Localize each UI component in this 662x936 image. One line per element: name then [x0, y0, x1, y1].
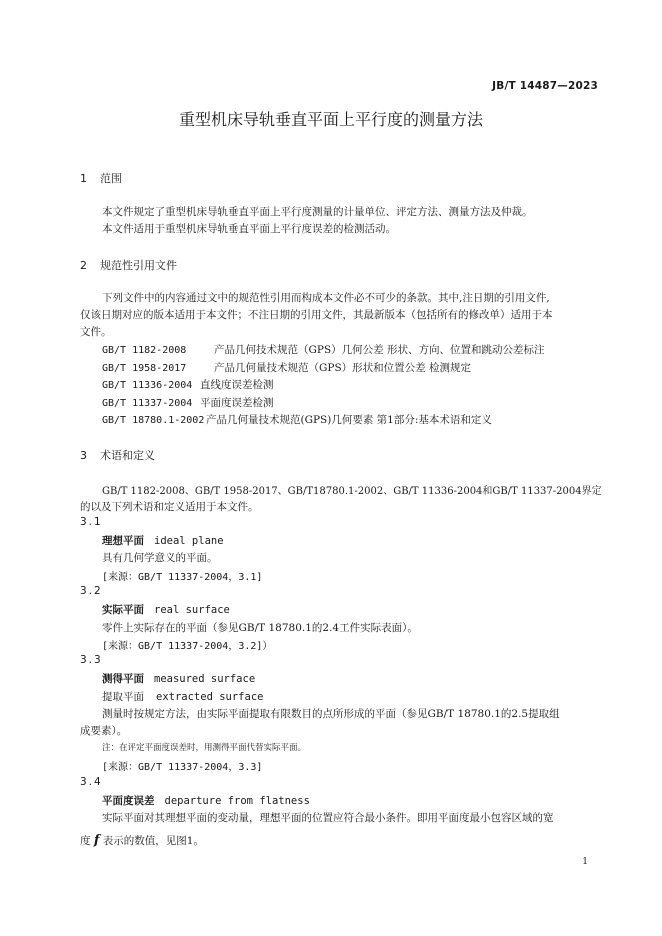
- section-1-heading: [80, 170, 122, 186]
- reference-item: [102, 395, 274, 410]
- term-heading: [102, 671, 255, 686]
- term-number: 3.3: [80, 654, 103, 666]
- term-en: ideal plane: [154, 535, 224, 547]
- page-number: 1: [582, 857, 588, 867]
- reference-title: 产品几何量技术规范(GPS)几何要素 第1部分:基本术语和定义: [206, 414, 492, 426]
- term-zh: 平面度误差: [102, 795, 155, 807]
- term-zh: 理想平面: [102, 535, 144, 547]
- reference-title: 直线度误差检测: [200, 379, 274, 391]
- term-zh: 实际平面: [102, 604, 144, 616]
- term-alias: [102, 689, 263, 704]
- reference-item: [102, 342, 544, 357]
- reference-title: 平面度误差检测: [200, 397, 274, 409]
- text-fragment: 表示的数值，见图1。: [102, 835, 204, 847]
- reference-title: 产品几何技术规范（GPS）几何公差 形状、方向、位置和跳动公差标注: [214, 344, 545, 356]
- term-source: [来源：GB/T 11337-2004，3.3]: [102, 762, 263, 773]
- reference-code: GB/T 1182-2008: [102, 345, 187, 356]
- paragraph: 本文件适用于重型机床导轨垂直平面上平行度误差的检测活动。: [102, 223, 396, 235]
- term-alias-en: extracted surface: [156, 691, 264, 703]
- text-fragment: 度: [80, 835, 91, 847]
- reference-code: GB/T 11337-2004: [102, 398, 193, 409]
- paragraph-line: 仅该日期对应的版本适用于本文件；不注日期的引用文件，其最新版本（包括所有的修改单）适用于本: [80, 309, 553, 321]
- term-definition: 零件上实际存在的平面（参见GB/T 18780.1的2.4工件实际表面）。: [102, 622, 418, 634]
- section-title: 范围: [100, 172, 122, 185]
- term-number: 3.1: [80, 516, 103, 528]
- symbol-f: f: [93, 833, 100, 848]
- section-title: 术语和定义: [100, 449, 155, 462]
- section-2-heading: [80, 257, 177, 273]
- section-number: 2: [80, 259, 87, 272]
- term-en: measured surface: [154, 673, 256, 685]
- document-title: 重型机床导轨垂直平面上平行度的测量方法: [178, 110, 483, 129]
- reference-code: GB/T 11336-2004: [102, 380, 193, 391]
- reference-item: [102, 412, 492, 427]
- reference-item: [102, 360, 471, 375]
- term-definition-line: 测量时按规定方法，由实际平面提取有限数目的点所形成的平面（参见GB/T 18780.1的2.5提取组: [102, 708, 560, 720]
- section-title: 规范性引用文件: [100, 259, 177, 272]
- term-alias-zh: 提取平面: [102, 691, 144, 703]
- section-number: 3: [80, 449, 87, 462]
- term-source: [来源：GB/T 11337-2004，3.2]）: [102, 641, 273, 652]
- term-source: [来源：GB/T 11337-2004，3.1]: [102, 572, 263, 583]
- paragraph-line: 下列文件中的内容通过文中的规范性引用而构成本文件必不可少的条款。其中,注日期的引用文件,: [102, 292, 550, 304]
- term-number: 3.2: [80, 585, 103, 597]
- term-heading: [102, 533, 224, 548]
- reference-code: GB/T 1958-2017: [102, 363, 187, 374]
- paragraph-line: 文件。: [80, 326, 112, 338]
- term-heading: [102, 602, 230, 617]
- term-note: 注：在评定平面度误差时，用测得平面代替实际平面。: [102, 743, 307, 753]
- term-zh: 测得平面: [102, 673, 144, 685]
- section-3-heading: [80, 447, 155, 463]
- term-definition-line: [80, 833, 204, 848]
- term-definition-line: 实际平面对其理想平面的变动量，理想平面的位置应符合最小条件。即用平面度最小包容区域的宽: [102, 812, 554, 824]
- reference-code: GB/T 18780.1-2002: [102, 415, 205, 426]
- reference-title: 产品几何量技术规范（GPS）形状和位置公差 检测规定: [214, 362, 471, 374]
- paragraph-line: GB/T 1182-2008、GB/T 1958-2017、GB/T18780.1-2002、GB/T 11336-2004和GB/T 11337-2004界定: [102, 486, 602, 497]
- term-definition: 具有几何学意义的平面。: [102, 552, 218, 564]
- term-heading: [102, 793, 310, 808]
- reference-item: [102, 377, 274, 392]
- paragraph: 本文件规定了重型机床导轨垂直平面上平行度测量的计量单位、评定方法、测量方法及仲裁。: [102, 206, 533, 218]
- term-definition-line: 成要素）。: [80, 725, 128, 737]
- document-number: JB/T 14487—2023: [492, 80, 598, 92]
- section-number: 1: [80, 172, 87, 185]
- term-en: departure from flatness: [164, 795, 310, 807]
- term-en: real surface: [154, 604, 230, 616]
- term-number: 3.4: [80, 776, 103, 788]
- paragraph-line: 的以及下列术语和定义适用于本文件。: [80, 501, 259, 513]
